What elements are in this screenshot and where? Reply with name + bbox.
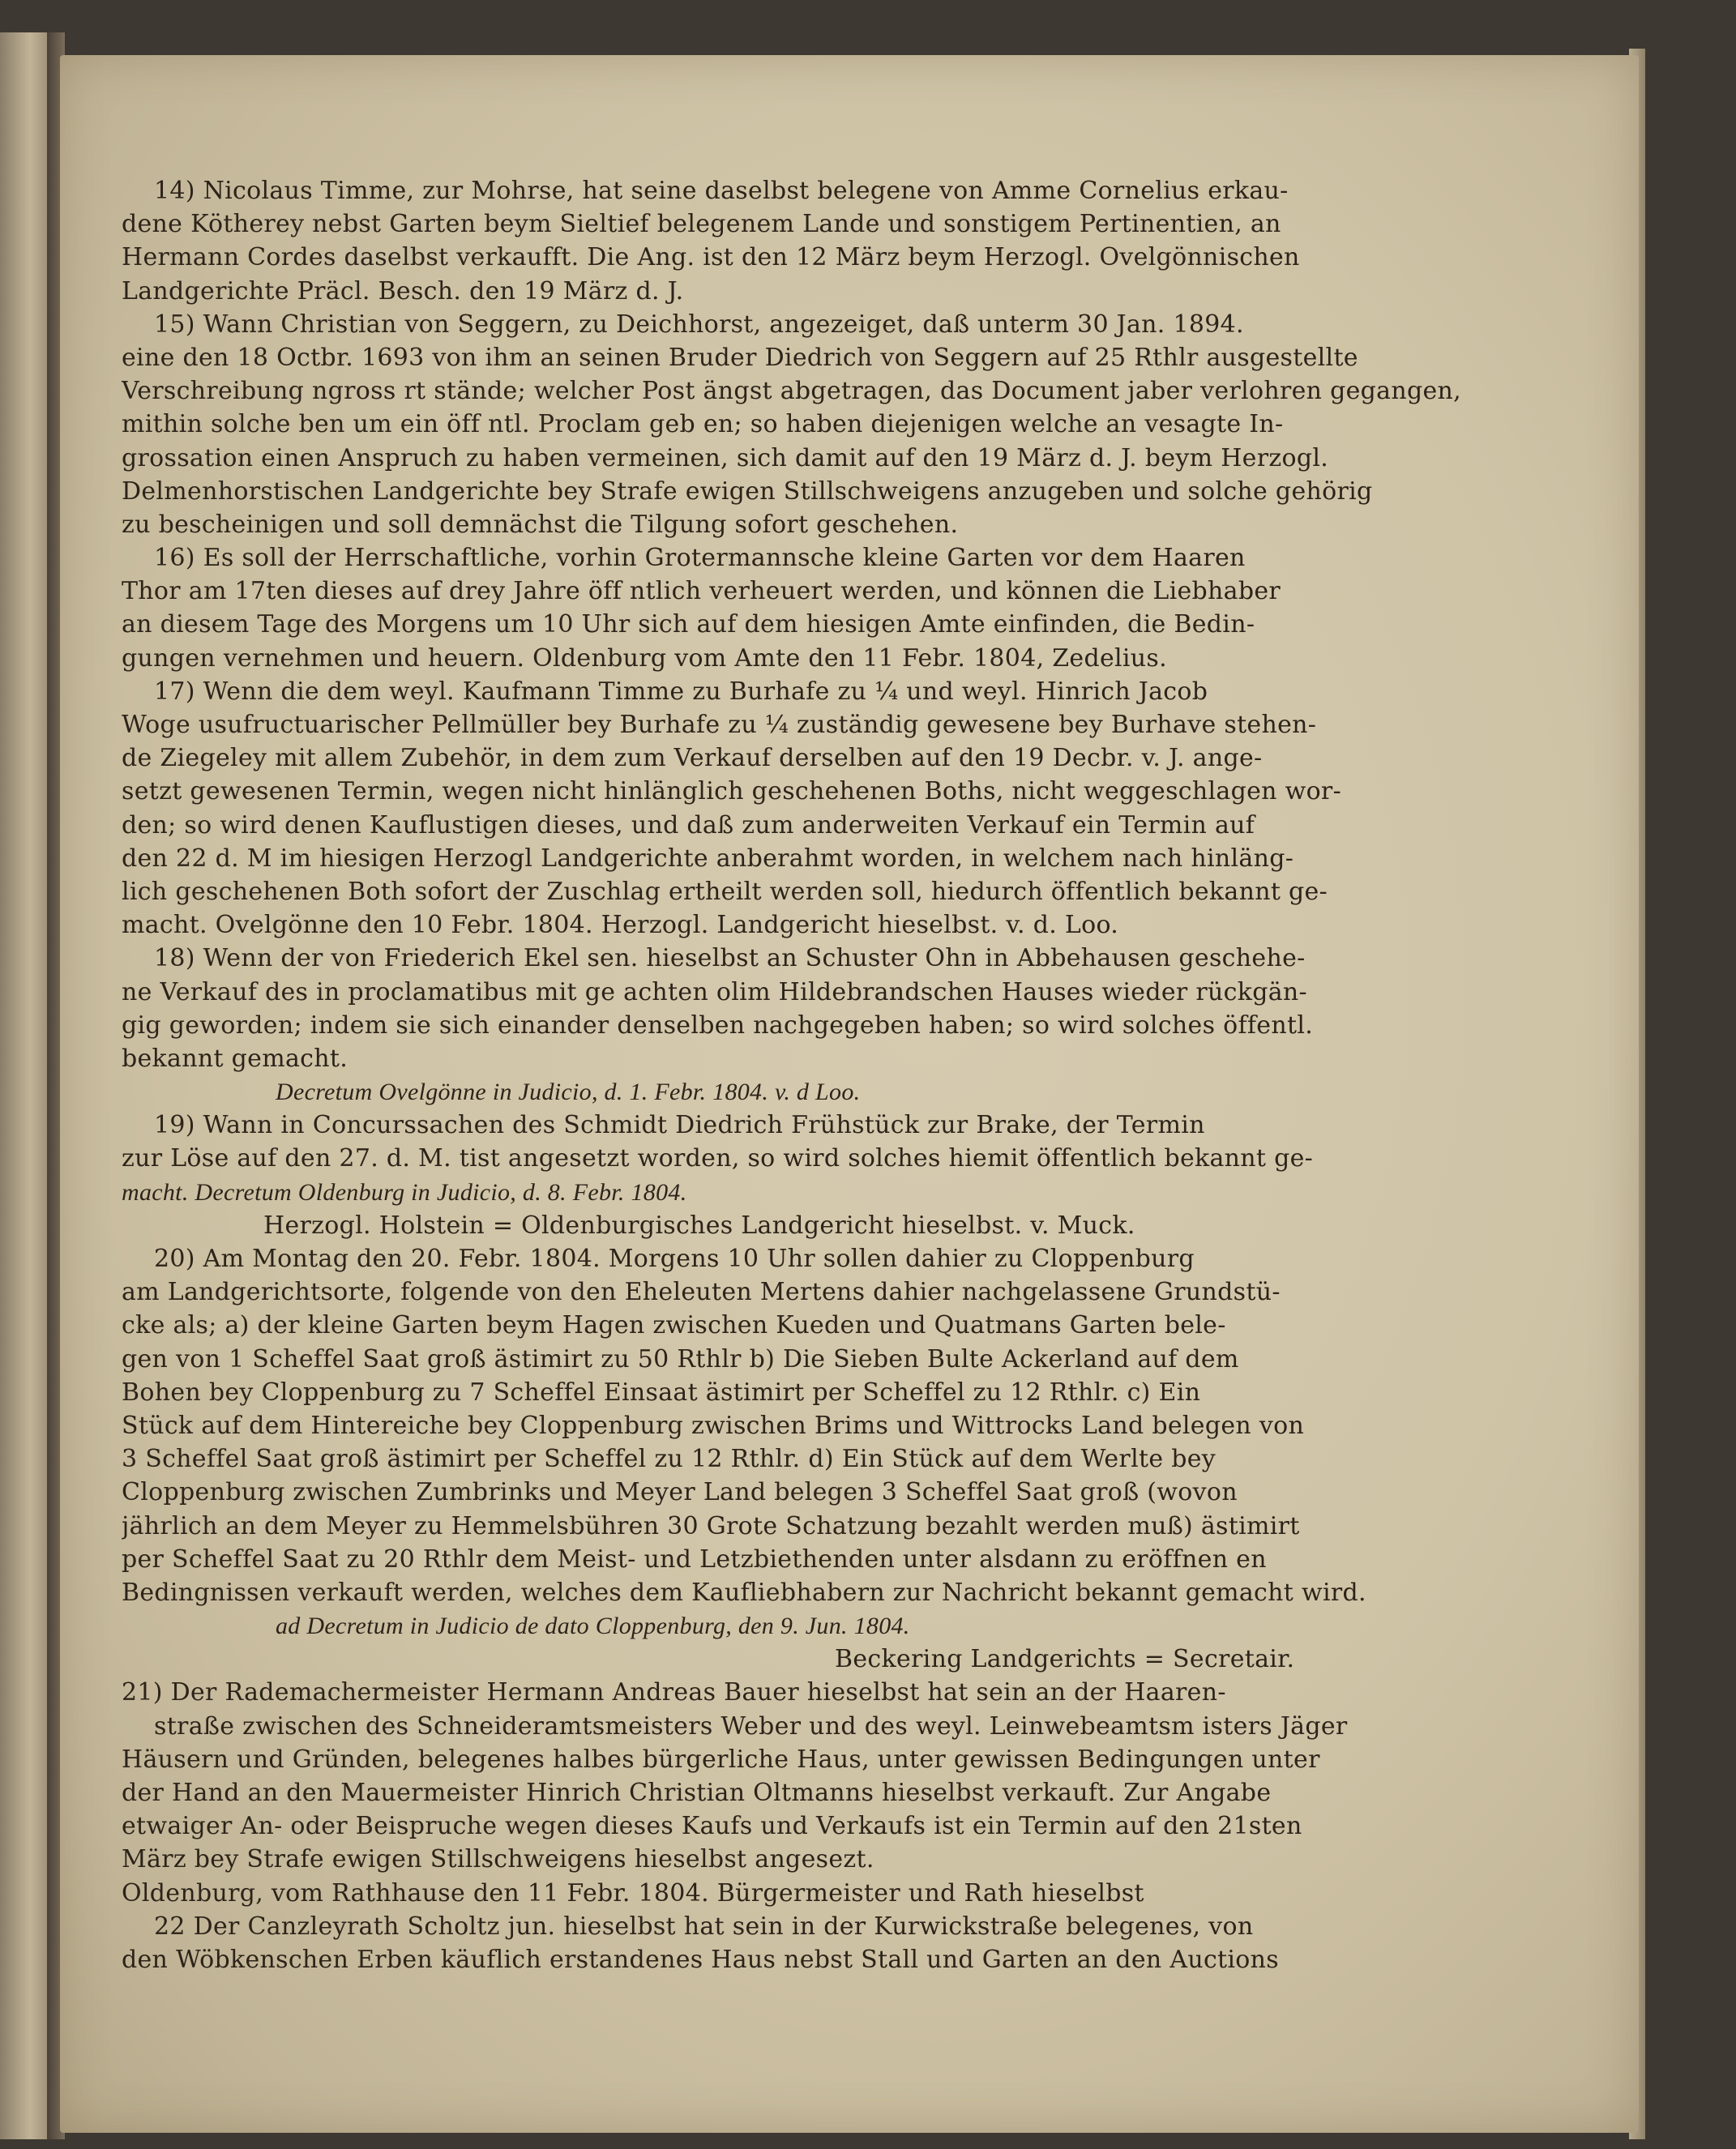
text-line: etwaiger An- oder Beispruche wegen dieses Kaufs und Verkaufs ist ein Termin auf den 21sten: [122, 1812, 1302, 1841]
text-line: den Wöbkenschen Erben käuflich erstandenes Haus nebst Stall und Garten an den Auctions: [122, 1945, 1279, 1974]
text-line: 3 Scheffel Saat groß ästimirt per Scheffel zu 12 Rthlr. d) Ein Stück auf dem Werlte bey: [122, 1445, 1216, 1474]
text-line: gungen vernehmen und heuern. Oldenburg vom Amte den 11 Febr. 1804, Zedelius.: [122, 643, 1167, 673]
text-line: Herzogl. Holstein = Oldenburgisches Landgericht hieselbst. v. Muck.: [263, 1211, 1135, 1240]
text-line: 18) Wenn der von Friederich Ekel sen. hieselbst an Schuster Ohn in Abbehausen geschehe-: [154, 944, 1306, 973]
text-line: März bey Strafe ewigen Stillschweigens hieselbst angesezt.: [122, 1845, 874, 1874]
text-line: Decretum Ovelgönne in Judicio, d. 1. Febr. 1804. v. d Loo.: [276, 1079, 861, 1106]
text-line: 22 Der Canzleyrath Scholtz jun. hieselbst hat sein in der Kurwickstraße belegenes, von: [154, 1912, 1254, 1941]
text-line: den; so wird denen Kauflustigen dieses, und daß zum anderweiten Verkauf ein Termin auf: [122, 810, 1255, 840]
text-line: grossation einen Anspruch zu haben vermeinen, sich damit auf den 19 März d. J. beym Herzogl.: [122, 443, 1329, 472]
text-line: 15) Wann Christian von Seggern, zu Deichhorst, angezeiget, daß unterm 30 Jan. 1894.: [154, 310, 1244, 339]
text-line: Häusern und Gründen, belegenes halbes bürgerliche Haus, unter gewissen Bedingungen unter: [122, 1745, 1320, 1774]
text-line: ad Decretum in Judicio de dato Cloppenburg, den 9. Jun. 1804.: [276, 1613, 910, 1640]
text-line: zu bescheinigen und soll demnächst die Tilgung sofort geschehen.: [122, 510, 959, 539]
text-line: per Scheffel Saat zu 20 Rthlr dem Meist- und Letzbiethenden unter alsdann zu eröffnen en: [122, 1544, 1267, 1574]
text-line: an diesem Tage des Morgens um 10 Uhr sich auf dem hiesigen Amte einfinden, die Bedin-: [122, 610, 1255, 639]
text-line: am Landgerichtsorte, folgende von den Eheleuten Mertens dahier nachgelassene Grundstü-: [122, 1278, 1281, 1307]
text-line: macht. Ovelgönne den 10 Febr. 1804. Herzogl. Landgericht hieselbst. v. d. Loo.: [122, 911, 1119, 940]
text-line: Landgerichte Präcl. Besch. den 19 März d. J.: [122, 276, 684, 305]
text-line: Bohen bey Cloppenburg zu 7 Scheffel Einsaat ästimirt per Scheffel zu 12 Rthlr. c) Ein: [122, 1378, 1201, 1407]
text-line: macht. Decretum Oldenburg in Judicio, d. 8. Febr. 1804.: [122, 1178, 687, 1206]
text-line: dene Kötherey nebst Garten beym Sieltief belegenem Lande und sonstigem Pertinentien, an: [122, 210, 1281, 239]
text-line: zur Löse auf den 27. d. M. tist angesetzt worden, so wird solches hiemit öffentlich bekannt ge-: [122, 1144, 1314, 1173]
text-line: Bedingnissen verkauft werden, welches dem Kaufliebhabern zur Nachricht bekannt gemacht wird.: [122, 1578, 1366, 1607]
text-line: Beckering Landgerichts = Secretair.: [835, 1645, 1295, 1674]
text-line: setzt gewesenen Termin, wegen nicht hinlänglich geschehenen Boths, nicht weggeschlagen wor-: [122, 777, 1342, 806]
text-line: Thor am 17ten dieses auf drey Jahre öff ntlich verheuert werden, und können die Liebhaber: [122, 577, 1281, 606]
text-line: Verschreibung ngross rt stände; welcher Post ängst abgetragen, das Document jaber verlohren gegangen,: [122, 377, 1461, 406]
text-line: Cloppenburg zwischen Zumbrinks und Meyer Land belegen 3 Scheffel Saat groß (wovon: [122, 1478, 1238, 1507]
text-line: 17) Wenn die dem weyl. Kaufmann Timme zu Burhafe zu ¼ und weyl. Hinrich Jacob: [154, 677, 1208, 706]
text-line: Woge usufructuarischer Pellmüller bey Burhafe zu ¼ zuständig gewesene bey Burhave stehen-: [122, 711, 1317, 739]
text-line: de Ziegeley mit allem Zubehör, in dem zum Verkauf derselben auf den 19 Decbr. v. J. ange-: [122, 744, 1263, 773]
text-line: ne Verkauf des in proclamatibus mit ge achten olim Hildebrandschen Hauses wieder rückgän-: [122, 977, 1307, 1006]
text-line: bekannt gemacht.: [122, 1044, 348, 1073]
text-line: mithin solche ben um ein öff ntl. Proclam geb en; so haben diejenigen welche an vesagte In-: [122, 410, 1284, 439]
text-line: eine den 18 Octbr. 1693 von ihm an seinen Bruder Diedrich von Seggern auf 25 Rthlr ausgestellte: [122, 343, 1358, 372]
text-line: Delmenhorstischen Landgerichte bey Strafe ewigen Stillschweigens anzugeben und solche gehörig: [122, 476, 1373, 506]
text-line: Hermann Cordes daselbst verkaufft. Die Ang. ist den 12 März beym Herzogl. Ovelgönnischen: [122, 243, 1300, 272]
document-text: [122, 174, 1499, 1976]
text-line: gen von 1 Scheffel Saat groß ästimirt zu 50 Rthlr b) Die Sieben Bulte Ackerland auf dem: [122, 1344, 1239, 1374]
text-line: 19) Wann in Concurssachen des Schmidt Diedrich Frühstück zur Brake, der Termin: [154, 1111, 1205, 1140]
text-line: cke als; a) der kleine Garten beym Hagen zwischen Kueden und Quatmans Garten bele-: [122, 1311, 1226, 1340]
text-line: 21) Der Rademachermeister Hermann Andreas Bauer hieselbst hat sein an der Haaren-: [122, 1678, 1226, 1707]
left-page-edge: [0, 32, 50, 2139]
text-line: jährlich an dem Meyer zu Hemmelsbühren 30 Grote Schatzung bezahlt werden muß) ästimirt: [122, 1511, 1300, 1540]
text-line: der Hand an den Mauermeister Hinrich Christian Oltmanns hieselbst verkauft. Zur Angabe: [122, 1779, 1272, 1807]
text-line: 20) Am Montag den 20. Febr. 1804. Morgens 10 Uhr sollen dahier zu Cloppenburg: [154, 1245, 1195, 1273]
text-line: lich geschehenen Both sofort der Zuschlag ertheilt werden soll, hiedurch öffentlich bekannt ge-: [122, 877, 1328, 906]
text-line: Stück auf dem Hintereiche bey Cloppenburg zwischen Brims und Wittrocks Land belegen von: [122, 1411, 1305, 1440]
text-line: Oldenburg, vom Rathhause den 11 Febr. 1804. Bürgermeister und Rath hieselbst: [122, 1878, 1144, 1908]
text-line: 16) Es soll der Herrschaftliche, vorhin Grotermannsche kleine Garten vor dem Haaren: [154, 544, 1246, 573]
text-line: straße zwischen des Schneideramtsmeisters Weber und des weyl. Leinwebeamtsm isters Jäger: [154, 1711, 1348, 1741]
text-line: gig geworden; indem sie sich einander denselben nachgegeben haben; so wird solches öffentl.: [122, 1010, 1314, 1040]
text-line: 14) Nicolaus Timme, zur Mohrse, hat seine daselbst belegene von Amme Cornelius erkau-: [154, 177, 1289, 205]
text-line: den 22 d. M im hiesigen Herzogl Landgerichte anberahmt worden, in welchem nach hinläng-: [122, 844, 1294, 873]
